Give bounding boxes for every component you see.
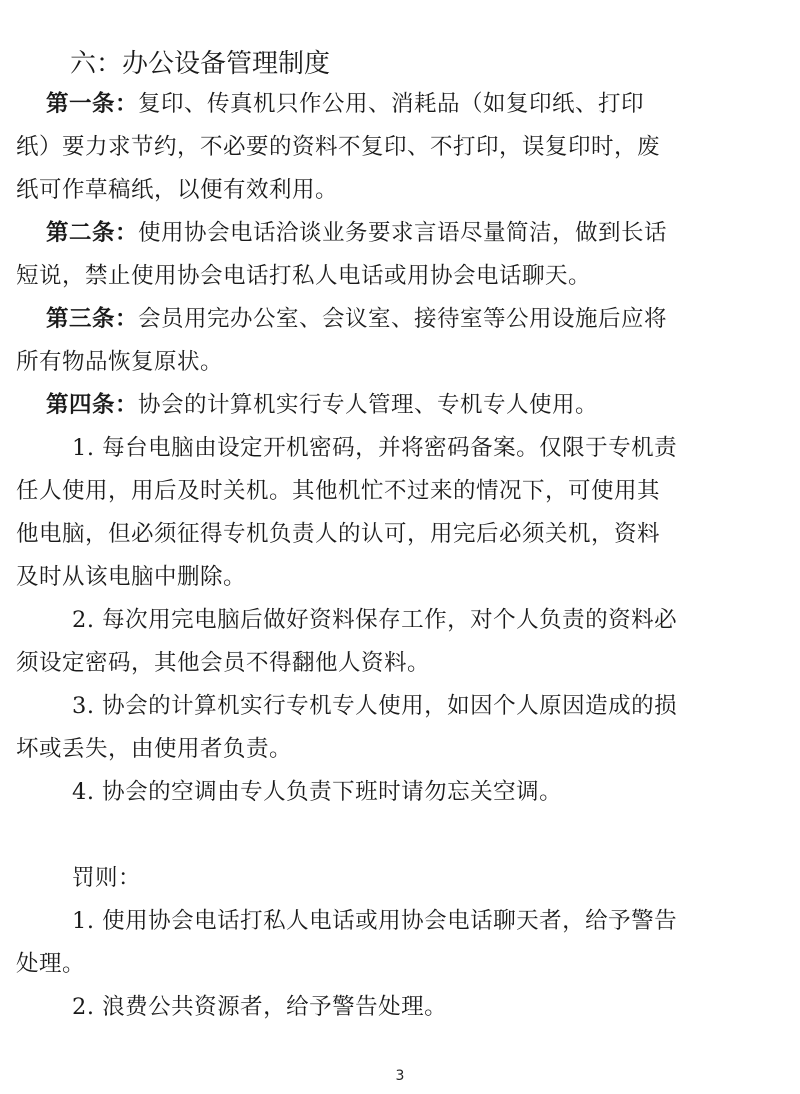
item-1-line-2: 任人使用，用后及时关机。其他机忙不过来的情况下，可使用其 <box>16 478 661 504</box>
article-2-label: 第二条： <box>46 220 139 246</box>
penalty-heading: 罚则： <box>72 865 142 891</box>
item-1-line-4: 及时从该电脑中删除。 <box>16 564 247 590</box>
item-4-line-1: 4. 协会的空调由专人负责下班时请勿忘关空调。 <box>72 779 563 805</box>
page-number: 3 <box>395 1068 405 1084</box>
section-title: 六：办公设备管理制度 <box>70 49 331 79</box>
article-4-line-1 <box>46 389 598 421</box>
item-1-line-1: 1. 每台电脑由设定开机密码，并将密码备案。仅限于专机责 <box>72 435 678 461</box>
article-2-text-1: 使用协会电话洽谈业务要求言语尽量简洁，做到长话 <box>138 220 668 246</box>
article-3-text-1: 会员用完办公室、会议室、接待室等公用设施后应将 <box>138 306 668 332</box>
article-4-text-1: 协会的计算机实行专人管理、专机专人使用。 <box>138 392 599 418</box>
article-3-label: 第三条： <box>46 306 139 332</box>
article-1-line-1 <box>46 88 644 120</box>
article-4-label: 第四条： <box>46 392 139 418</box>
penalty-1-line-2: 处理。 <box>16 951 86 977</box>
article-3-line-1 <box>46 303 667 335</box>
item-1-line-3: 他电脑，但必须征得专机负责人的认可，用完后必须关机，资料 <box>16 521 661 547</box>
item-3-line-1: 3. 协会的计算机实行专机专人使用，如因个人原因造成的损 <box>72 693 678 719</box>
penalty-2-line-1: 2. 浪费公共资源者，给予警告处理。 <box>72 994 448 1020</box>
article-1-line-3: 纸可作草稿纸，以便有效利用。 <box>16 177 339 203</box>
item-2-line-2: 须设定密码，其他会员不得翻他人资料。 <box>16 650 431 676</box>
penalty-1-line-1: 1. 使用协会电话打私人电话或用协会电话聊天者，给予警告 <box>72 908 678 934</box>
item-3-line-2: 坏或丢失，由使用者负责。 <box>16 736 293 762</box>
article-1-label: 第一条： <box>46 91 139 117</box>
article-2-line-1 <box>46 217 667 249</box>
article-1-text-1: 复印、传真机只作公用、消耗品（如复印纸、打印 <box>138 91 645 117</box>
item-2-line-1: 2. 每次用完电脑后做好资料保存工作，对个人负责的资料必 <box>72 607 678 633</box>
article-1-line-2: 纸）要力求节约，不必要的资料不复印、不打印，误复印时，废 <box>16 134 661 160</box>
article-3-line-2: 所有物品恢复原状。 <box>16 349 224 375</box>
article-2-line-2: 短说，禁止使用协会电话打私人电话或用协会电话聊天。 <box>16 263 592 289</box>
